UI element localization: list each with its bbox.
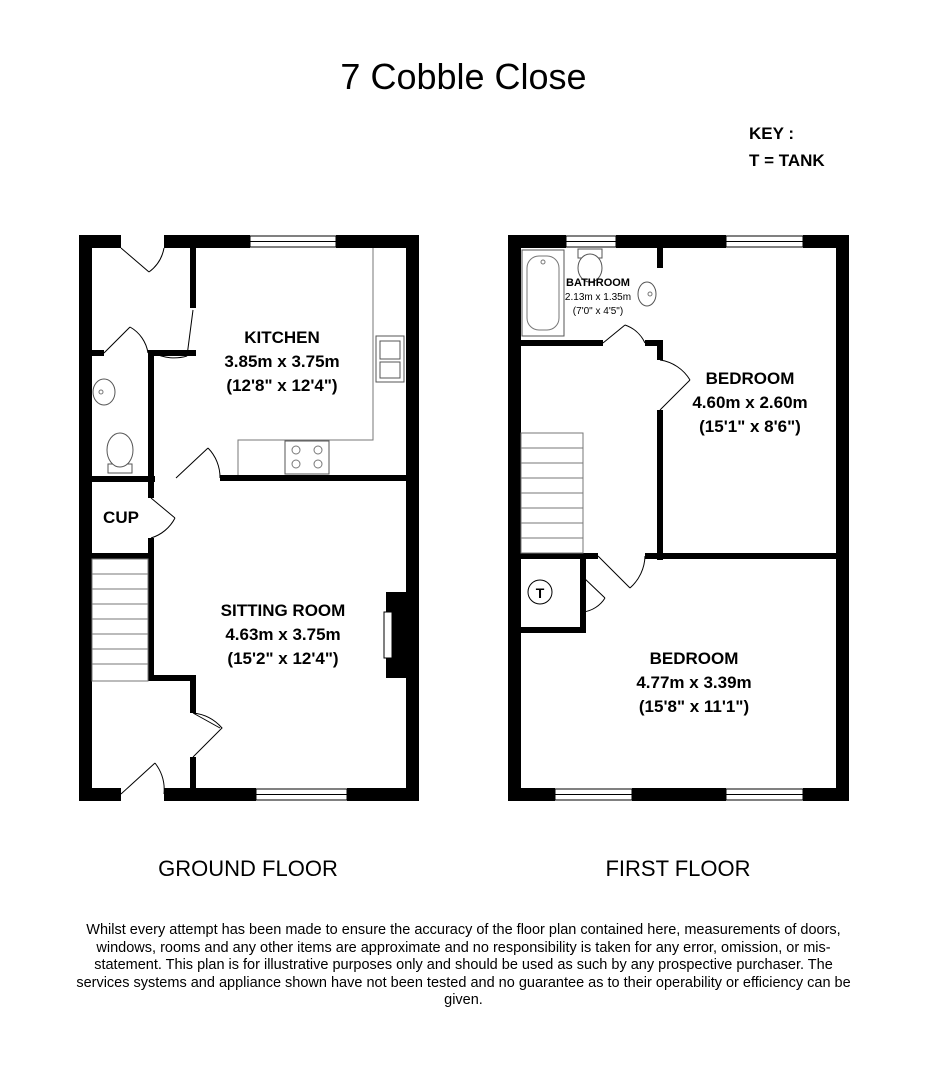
wall bbox=[190, 757, 196, 797]
wall bbox=[645, 553, 849, 559]
door-bathroom bbox=[603, 325, 645, 343]
wall bbox=[164, 788, 256, 801]
wall bbox=[148, 350, 196, 356]
sitting-room-label: SITTING ROOM bbox=[220, 601, 346, 620]
disclaimer-text: Whilst every attempt has been made to ensure the accuracy of the floor plan contained here, measurements of doors, windows, rooms and any other items are approximate and no responsibility is taken for any error, omission, or mis-statement. This plan is for illustrative purposes only and should be used as such by any prospective purchaser. The services systems and appliance shown have not been tested and no guarantee as to their operability or efficiency can be given. bbox=[76, 922, 851, 1008]
staircase bbox=[521, 433, 583, 553]
wall bbox=[190, 248, 196, 308]
door-front bbox=[121, 763, 164, 794]
tank-symbol: T bbox=[535, 585, 545, 601]
wall bbox=[657, 410, 663, 560]
wall bbox=[657, 248, 663, 268]
wall bbox=[508, 235, 521, 801]
wall bbox=[148, 675, 196, 681]
wall bbox=[616, 235, 726, 248]
wall bbox=[148, 350, 154, 480]
wall bbox=[836, 235, 849, 801]
wall bbox=[190, 675, 196, 713]
ground-floor-label: GROUND FLOOR bbox=[158, 856, 338, 881]
bathroom-label: BATHROOM bbox=[566, 277, 630, 289]
wall bbox=[580, 553, 586, 633]
key-entry-tank: T = TANK bbox=[749, 151, 825, 170]
wall bbox=[508, 340, 603, 346]
bathroom-imperial: (7'0" x 4'5") bbox=[572, 306, 624, 317]
door-back bbox=[121, 248, 164, 272]
wall bbox=[148, 553, 154, 681]
wall bbox=[164, 235, 250, 248]
door-kitchen bbox=[176, 448, 220, 478]
kitchen-label: KITCHEN bbox=[244, 328, 320, 347]
bedroom-1-label: BEDROOM bbox=[705, 369, 795, 388]
page-title: 7 Cobble Close bbox=[340, 56, 587, 97]
sink-bowl bbox=[380, 341, 400, 359]
door-bedroom-2 bbox=[598, 556, 645, 588]
basin-icon bbox=[638, 282, 656, 306]
bathroom-metric: 2.13m x 1.35m bbox=[564, 292, 632, 303]
door-sitting-room bbox=[193, 713, 222, 757]
wall bbox=[79, 476, 155, 482]
hob bbox=[285, 441, 329, 474]
door-cupboard bbox=[151, 498, 175, 538]
door-wc bbox=[104, 327, 148, 353]
first-floor-plan bbox=[508, 235, 849, 801]
kitchen-metric: 3.85m x 3.75m bbox=[224, 352, 340, 371]
wall bbox=[148, 476, 154, 498]
wall bbox=[79, 350, 104, 356]
staircase bbox=[92, 559, 148, 681]
wall bbox=[632, 788, 726, 801]
bedroom-2-label: BEDROOM bbox=[649, 649, 739, 668]
first-floor-label: FIRST FLOOR bbox=[605, 856, 751, 881]
wall bbox=[406, 235, 419, 801]
wall bbox=[79, 553, 154, 559]
wall bbox=[645, 340, 663, 346]
wall bbox=[347, 788, 419, 801]
fireplace bbox=[384, 612, 392, 658]
key-heading: KEY : bbox=[749, 124, 795, 143]
cupboard-label: CUP bbox=[103, 508, 139, 527]
bedroom-2-imperial: (15'8" x 11'1") bbox=[638, 697, 750, 716]
wall bbox=[508, 788, 555, 801]
basin-icon bbox=[93, 379, 115, 405]
door-bedroom-1 bbox=[660, 360, 690, 410]
bedroom-2-metric: 4.77m x 3.39m bbox=[636, 673, 752, 692]
wall bbox=[79, 235, 92, 801]
wall bbox=[508, 627, 586, 633]
ground-floor-plan bbox=[79, 235, 419, 801]
sitting-room-imperial: (15'2" x 12'4") bbox=[227, 649, 339, 668]
wall bbox=[220, 475, 419, 481]
toilet-icon bbox=[107, 433, 133, 467]
door-tank-cupboard bbox=[583, 577, 605, 612]
wall bbox=[803, 788, 849, 801]
bedroom-1-metric: 4.60m x 2.60m bbox=[692, 393, 808, 412]
sink-drainer bbox=[380, 362, 400, 378]
kitchen-imperial: (12'8" x 12'4") bbox=[226, 376, 338, 395]
wall bbox=[79, 788, 121, 801]
sitting-room-metric: 4.63m x 3.75m bbox=[225, 625, 341, 644]
bedroom-1-imperial: (15'1" x 8'6") bbox=[699, 417, 801, 436]
